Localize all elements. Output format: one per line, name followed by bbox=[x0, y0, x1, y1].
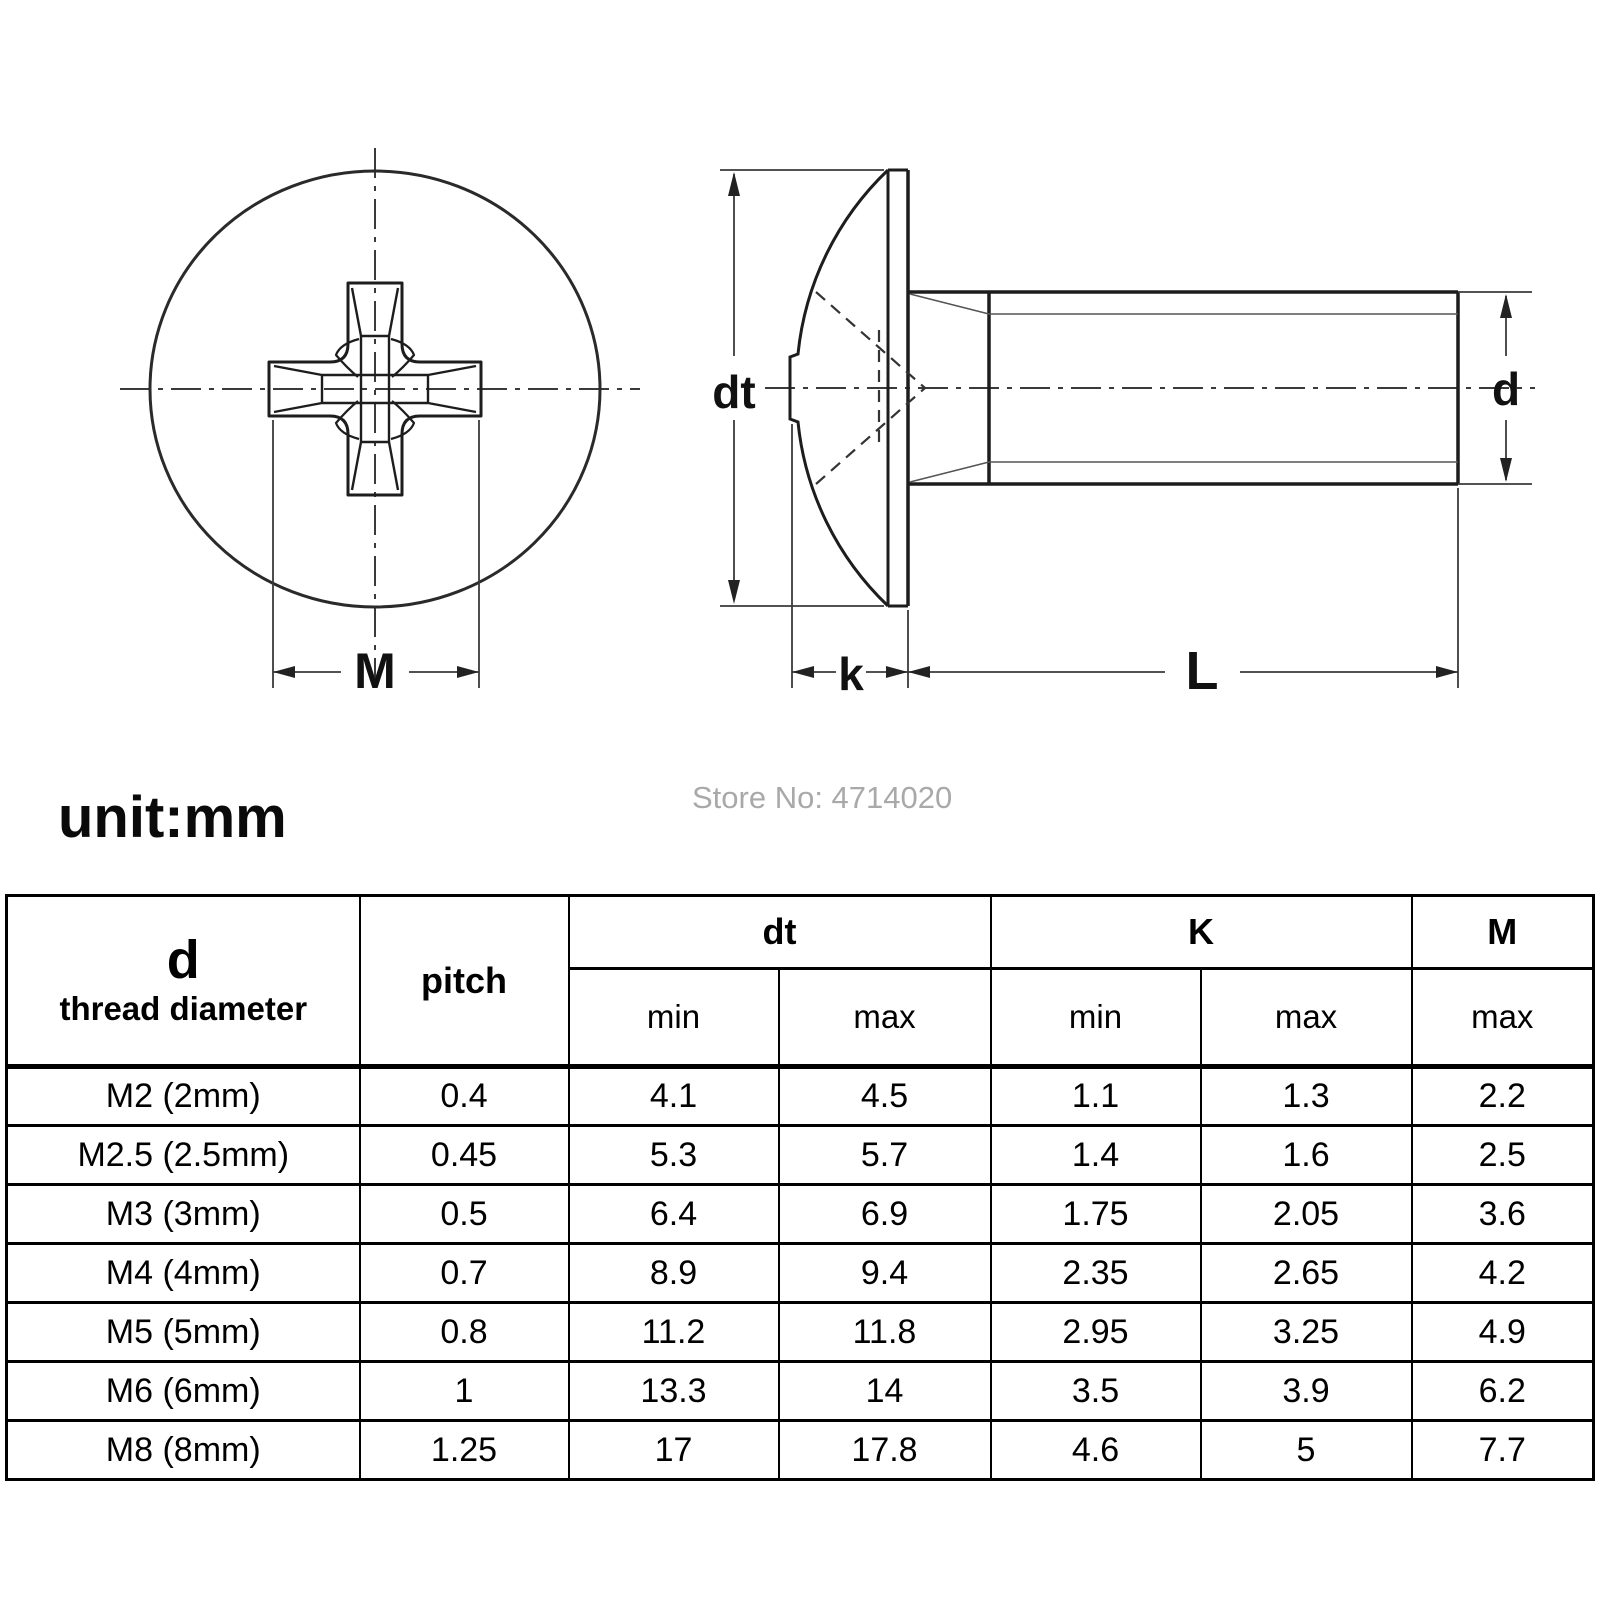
cell: M2 (2mm) bbox=[7, 1067, 360, 1126]
store-no-watermark: Store No: 4714020 bbox=[692, 780, 953, 815]
cell: M3 (3mm) bbox=[7, 1185, 360, 1244]
cell: 6.2 bbox=[1412, 1362, 1594, 1421]
spec-table bbox=[5, 894, 1595, 1481]
cell: 2.05 bbox=[1201, 1185, 1412, 1244]
cell: 7.7 bbox=[1412, 1421, 1594, 1480]
table-row bbox=[7, 1362, 1594, 1421]
cell: 4.6 bbox=[991, 1421, 1201, 1480]
table-row bbox=[7, 1421, 1594, 1480]
header-thread-diameter bbox=[7, 896, 360, 1067]
header-k-group: K bbox=[991, 896, 1412, 969]
unit-label: unit:mm bbox=[58, 785, 287, 850]
cell: 5.3 bbox=[569, 1126, 779, 1185]
cell: 5.7 bbox=[779, 1126, 991, 1185]
cell: M5 (5mm) bbox=[7, 1303, 360, 1362]
cell: 4.2 bbox=[1412, 1244, 1594, 1303]
head-top-view bbox=[120, 148, 640, 699]
cell: 1 bbox=[360, 1362, 569, 1421]
cell: 6.9 bbox=[779, 1185, 991, 1244]
header-dt-group: dt bbox=[569, 896, 991, 969]
header-k-max: max bbox=[1201, 969, 1412, 1067]
cell: 1.1 bbox=[991, 1067, 1201, 1126]
cell: 2.65 bbox=[1201, 1244, 1412, 1303]
cell: 1.3 bbox=[1201, 1067, 1412, 1126]
dimension-l bbox=[908, 488, 1458, 688]
cell: 2.5 bbox=[1412, 1126, 1594, 1185]
header-d-symbol: d bbox=[166, 930, 200, 991]
cell: 8.9 bbox=[569, 1244, 779, 1303]
dim-label-d: d bbox=[1491, 363, 1521, 415]
dim-label-m: M bbox=[354, 643, 396, 699]
table-row bbox=[7, 1303, 1594, 1362]
cell: 3.6 bbox=[1412, 1185, 1594, 1244]
cell: 2.35 bbox=[991, 1244, 1201, 1303]
cell: 17 bbox=[569, 1421, 779, 1480]
cell: 4.9 bbox=[1412, 1303, 1594, 1362]
cell: 4.1 bbox=[569, 1067, 779, 1126]
header-m-group: M bbox=[1412, 896, 1594, 969]
table-row bbox=[7, 1185, 1594, 1244]
header-dt-min: min bbox=[569, 969, 779, 1067]
cell: 9.4 bbox=[779, 1244, 991, 1303]
header-m-max: max bbox=[1412, 969, 1594, 1067]
cell: 17.8 bbox=[779, 1421, 991, 1480]
cell: 6.4 bbox=[569, 1185, 779, 1244]
cell: 1.6 bbox=[1201, 1126, 1412, 1185]
cell: 1.75 bbox=[991, 1185, 1201, 1244]
cell: 14 bbox=[779, 1362, 991, 1421]
cell: M4 (4mm) bbox=[7, 1244, 360, 1303]
dim-label-l: L bbox=[1185, 641, 1219, 701]
cell: 0.5 bbox=[360, 1185, 569, 1244]
header-d-subtitle: thread diameter bbox=[59, 990, 308, 1028]
screw-side-view bbox=[712, 170, 1535, 701]
cell: M2.5 (2.5mm) bbox=[7, 1126, 360, 1185]
dim-label-dt: dt bbox=[712, 366, 756, 418]
cell: 2.2 bbox=[1412, 1067, 1594, 1126]
table-row bbox=[7, 1244, 1594, 1303]
header-pitch: pitch bbox=[360, 896, 569, 1067]
cell: 3.9 bbox=[1201, 1362, 1412, 1421]
cell: 11.2 bbox=[569, 1303, 779, 1362]
cell: 13.3 bbox=[569, 1362, 779, 1421]
cell: 3.5 bbox=[991, 1362, 1201, 1421]
center-lines-top-view bbox=[120, 148, 640, 696]
cell: 0.4 bbox=[360, 1067, 569, 1126]
cell: 1.4 bbox=[991, 1126, 1201, 1185]
cell: 0.45 bbox=[360, 1126, 569, 1185]
cell: 4.5 bbox=[779, 1067, 991, 1126]
cell: 11.8 bbox=[779, 1303, 991, 1362]
table-row bbox=[7, 1126, 1594, 1185]
cell: M8 (8mm) bbox=[7, 1421, 360, 1480]
cell: 0.7 bbox=[360, 1244, 569, 1303]
header-dt-max: max bbox=[779, 969, 991, 1067]
cell: 1.25 bbox=[360, 1421, 569, 1480]
cell: 3.25 bbox=[1201, 1303, 1412, 1362]
cell: 0.8 bbox=[360, 1303, 569, 1362]
cell: 5 bbox=[1201, 1421, 1412, 1480]
table-row bbox=[7, 1067, 1594, 1126]
cell: M6 (6mm) bbox=[7, 1362, 360, 1421]
cell: 2.95 bbox=[991, 1303, 1201, 1362]
dim-label-k: k bbox=[838, 648, 864, 700]
header-k-min: min bbox=[991, 969, 1201, 1067]
